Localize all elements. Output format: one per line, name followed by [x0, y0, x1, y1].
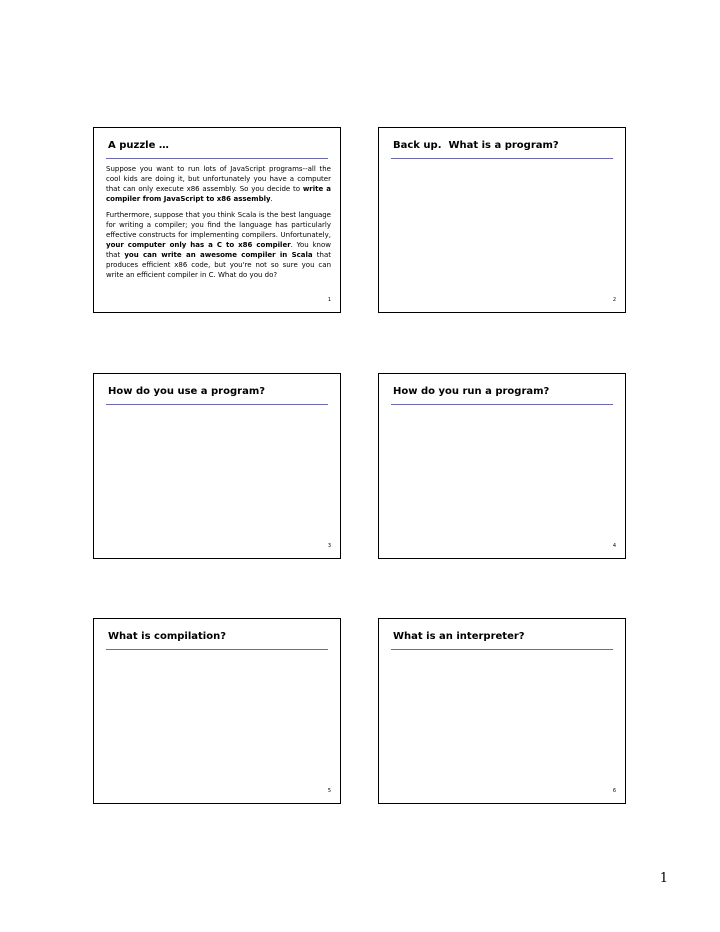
body-text: Furthermore, suppose that you think Scala is the best language for writing a compiler; you find the language has particularly effective constructs for implementing compilers. Unfortunately,	[106, 211, 331, 239]
slide-title: What is an interpreter?	[393, 631, 525, 642]
body-text-bold: your computer only has a C to x86 compiler	[106, 241, 291, 249]
body-text-bold: write a compiler from JavaScript to x86 assembly	[106, 185, 331, 203]
slide-number: 3	[327, 543, 331, 549]
slide-number: 2	[612, 297, 616, 303]
slide-number: 6	[612, 788, 616, 794]
body-text: .	[270, 195, 273, 203]
slide-6	[378, 618, 626, 804]
slide-number: 5	[327, 788, 331, 794]
slide-title: How do you use a program?	[108, 386, 266, 397]
body-paragraph-2	[106, 210, 331, 280]
body-text: that produces efficient x86 code, but you're not so sure you can write an efficient compiler in C. What do you do?	[106, 251, 331, 279]
body-paragraph-1	[106, 164, 331, 204]
slide-title: What is compilation?	[108, 631, 226, 642]
title-underline	[391, 158, 613, 159]
slide-4	[378, 373, 626, 559]
slide-title: Back up. What is a program?	[393, 140, 559, 151]
slide-2	[378, 127, 626, 313]
slide-title: How do you run a program?	[393, 386, 550, 397]
page-number: 1	[659, 871, 668, 886]
body-text: Suppose you want to run lots of JavaScript programs--all the cool kids are doing it, but unfortunately you have a computer that can only execute x86 assembly. So you decide to	[106, 165, 331, 193]
slide-title: A puzzle …	[108, 140, 169, 151]
slide-3	[93, 373, 341, 559]
slide-number: 1	[327, 297, 331, 303]
title-underline	[106, 158, 328, 159]
slide-body	[106, 164, 331, 286]
title-underline	[106, 649, 328, 650]
title-underline	[106, 404, 328, 405]
slide-number: 4	[612, 543, 616, 549]
title-underline	[391, 649, 613, 650]
body-text-bold: you can write an awesome compiler in Scala	[124, 251, 313, 259]
slide-1	[93, 127, 341, 313]
body-text: . You know that	[106, 241, 331, 259]
slide-5	[93, 618, 341, 804]
title-underline	[391, 404, 613, 405]
